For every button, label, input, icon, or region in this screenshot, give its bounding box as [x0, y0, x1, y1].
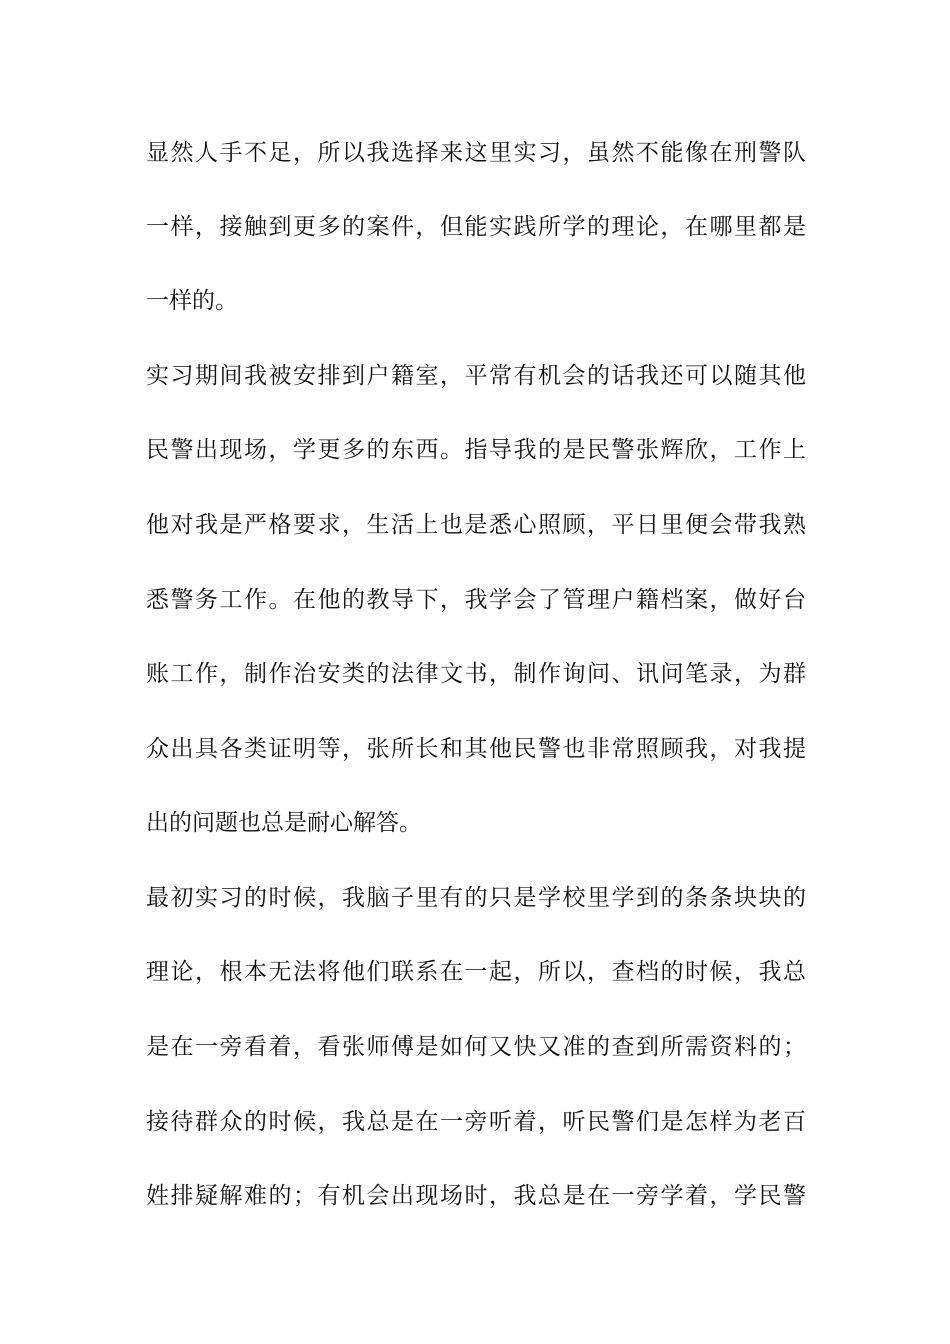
text-line: 出的问题也总是耐心解答。	[146, 810, 422, 836]
text-line: 他对我是严格要求，生活上也是悉心照顾，平日里便会带我熟	[146, 512, 806, 538]
text-line: 理论，根本无法将他们联系在一起，所以，查档的时候，我总	[146, 959, 806, 985]
text-line: 实习期间我被安排到户籍室，平常有机会的话我还可以随其他	[146, 363, 806, 389]
text-line: 众出具各类证明等，张所长和其他民警也非常照顾我，对我提	[146, 736, 806, 762]
text-line: 显然人手不足，所以我选择来这里实习，虽然不能像在刑警队	[146, 140, 806, 166]
text-line: 接待群众的时候，我总是在一旁听着，听民警们是怎样为老百	[146, 1109, 806, 1135]
text-line: 姓排疑解难的；有机会出现场时，我总是在一旁学着，学民警	[146, 1183, 806, 1209]
text-line: 账工作，制作治安类的法律文书，制作询问、讯问笔录，为群	[146, 661, 806, 687]
text-line: 悉警务工作。在他的教导下，我学会了管理户籍档案，做好台	[146, 587, 806, 613]
text-line: 一样的。	[146, 288, 238, 314]
text-line: 民警出现场，学更多的东西。指导我的是民警张辉欣，工作上	[146, 437, 806, 463]
text-line: 一样，接触到更多的案件，但能实践所学的理论，在哪里都是	[146, 214, 806, 240]
text-line: 是在一旁看着，看张师傅是如何又快又准的查到所需资料的；	[146, 1034, 806, 1060]
text-line: 最初实习的时候，我脑子里有的只是学校里学到的条条块块的	[146, 885, 806, 911]
